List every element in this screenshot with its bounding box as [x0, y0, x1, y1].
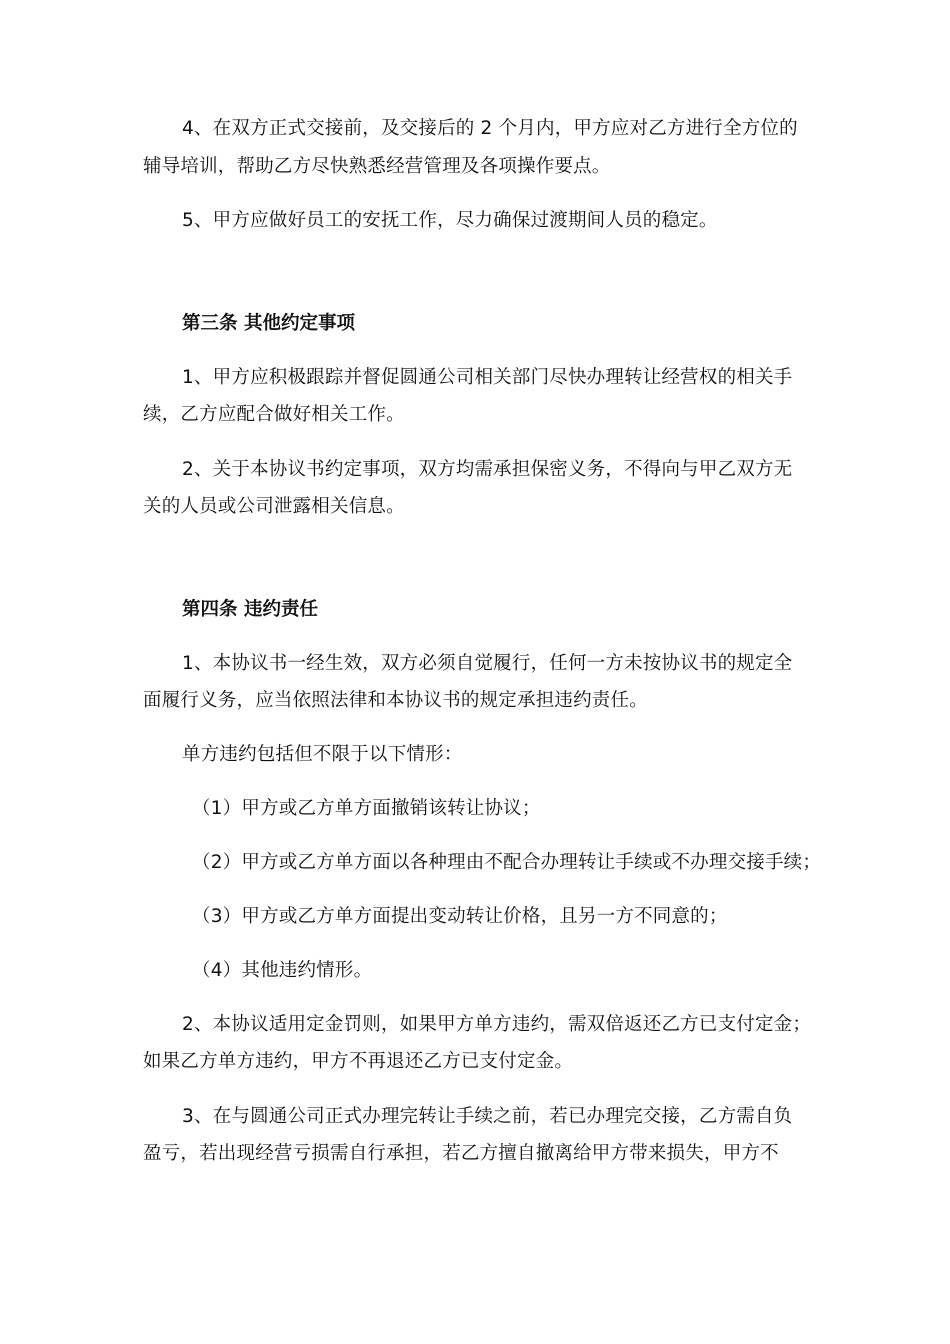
breach-case-2: （2）甲方或乙方单方面以各种理由不配合办理转让手续或不办理交接手续；: [192, 852, 822, 873]
breach-cases-intro: 单方违约包括但不限于以下情形：: [182, 744, 463, 765]
article-2-item-5: 5、甲方应做好员工的安抚工作，尽力确保过渡期间人员的稳定。: [182, 210, 718, 231]
article-4-item-3-line-1: 3、在与圆通公司正式办理完转让手续之前，若已办理完交接，乙方需自负: [182, 1106, 793, 1127]
article-2-item-4-line-2: 辅导培训，帮助乙方尽快熟悉经营管理及各项操作要点。: [143, 156, 611, 177]
breach-case-4: （4）其他违约情形。: [192, 960, 373, 981]
article-3-item-1-line-2: 续，乙方应配合做好相关工作。: [143, 404, 405, 425]
article-4-item-1-line-2: 面履行义务，应当依照法律和本协议书的规定承担违约责任。: [143, 690, 648, 711]
article-3-item-2-line-2: 关的人员或公司泄露相关信息。: [143, 496, 405, 517]
article-3-item-1-line-1: 1、甲方应积极跟踪并督促圆通公司相关部门尽快办理转让经营权的相关手: [182, 367, 793, 388]
article-4-heading: 第四条 违约责任: [182, 599, 318, 620]
article-3-item-2-line-1: 2、关于本协议书约定事项，双方均需承担保密义务，不得向与甲乙双方无: [182, 459, 793, 480]
article-4-item-3-line-2: 盈亏，若出现经营亏损需自行承担，若乙方擅自撤离给甲方带来损失，甲方不: [143, 1143, 779, 1164]
article-4-item-1-line-1: 1、本协议书一经生效，双方必须自觉履行，任何一方未按协议书的规定全: [182, 653, 793, 674]
article-4-item-2-line-1: 2、本协议适用定金罚则，如果甲方单方违约，需双倍返还乙方已支付定金；: [182, 1014, 812, 1035]
article-3-heading: 第三条 其他约定事项: [182, 313, 355, 334]
article-2-item-4-line-1: 4、在双方正式交接前，及交接后的 2 个月内，甲方应对乙方进行全方位的: [182, 118, 798, 139]
article-4-item-2-line-2: 如果乙方单方违约，甲方不再退还乙方已支付定金。: [143, 1051, 574, 1072]
breach-case-3: （3）甲方或乙方单方面提出变动转让价格，且另一方不同意的；: [192, 906, 728, 927]
breach-case-1: （1）甲方或乙方单方面撤销该转让协议；: [192, 798, 541, 819]
